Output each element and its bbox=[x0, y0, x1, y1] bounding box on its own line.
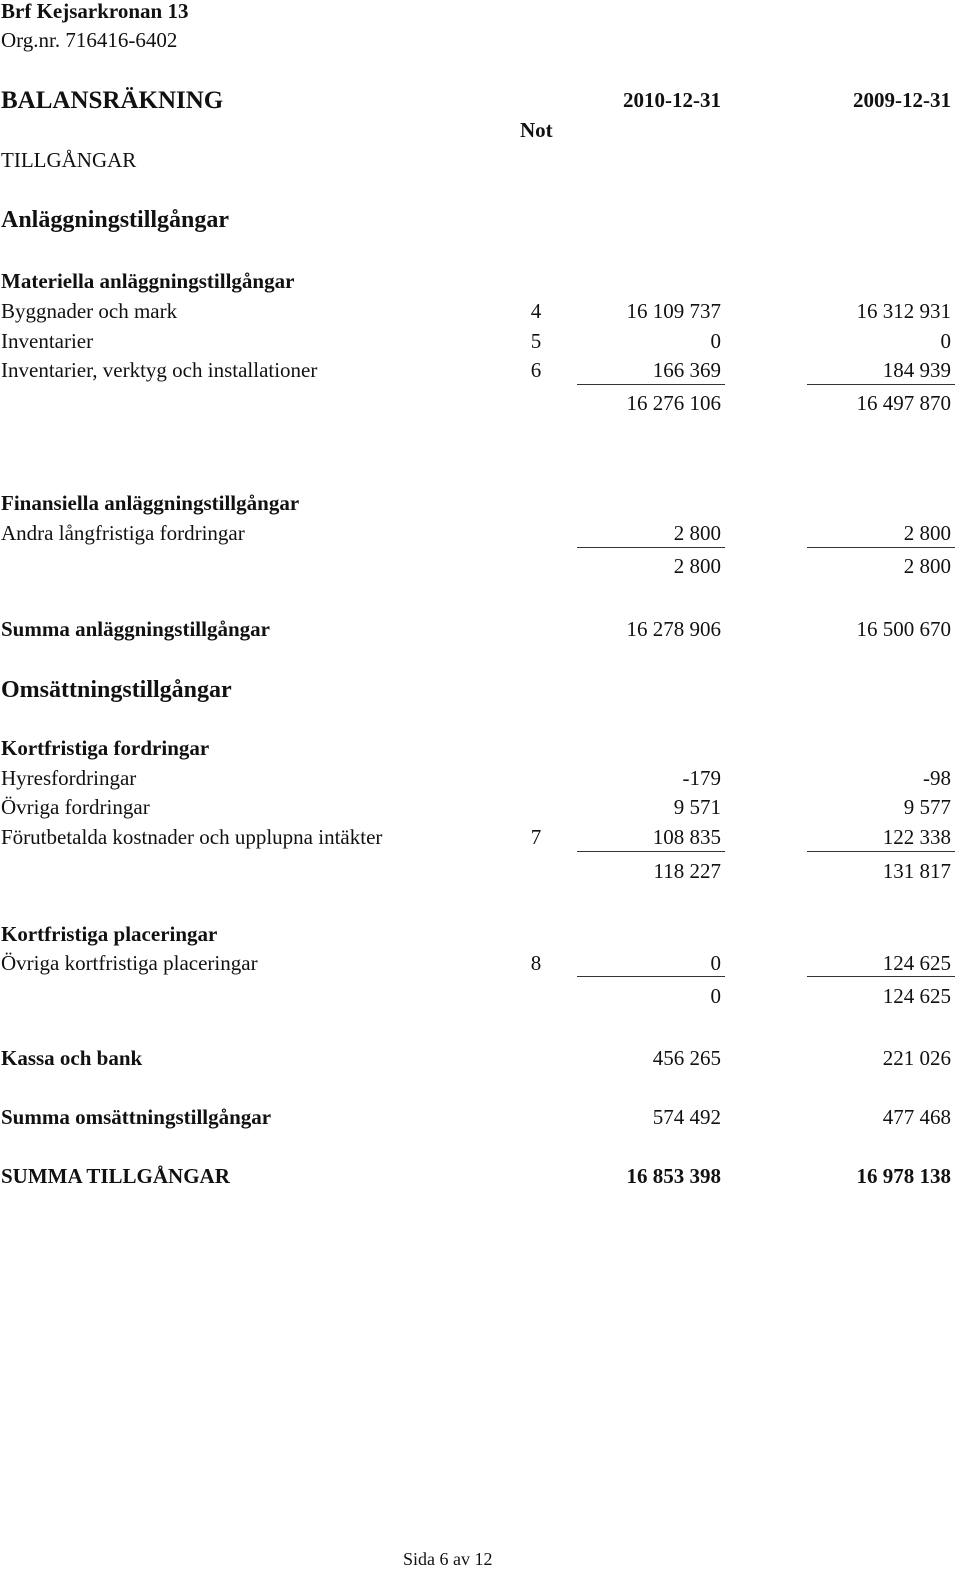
heading-short-term-investments: Kortfristiga placeringar bbox=[1, 922, 218, 946]
cash-and-bank-2010: 456 265 bbox=[652, 1046, 721, 1070]
row-value-2010: -179 bbox=[682, 766, 721, 790]
row-label: Övriga kortfristiga placeringar bbox=[1, 951, 258, 975]
row-value-2010: 16 109 737 bbox=[626, 299, 721, 323]
sum-current-assets-label: Summa omsättningstillgångar bbox=[1, 1105, 272, 1129]
row-value-2010: 166 369 bbox=[652, 358, 721, 382]
subtotal-value-2010: 2 800 bbox=[673, 554, 721, 578]
row-label: Byggnader och mark bbox=[1, 299, 178, 323]
page-number: Sida 6 av 12 bbox=[403, 1549, 493, 1569]
cash-and-bank-2009: 221 026 bbox=[882, 1046, 951, 1070]
row-note: 7 bbox=[530, 825, 542, 849]
subtotal-rule bbox=[577, 976, 725, 977]
subtotal-value-2009: 2 800 bbox=[903, 554, 951, 578]
heading-short-term-receivables: Kortfristiga fordringar bbox=[1, 736, 210, 760]
subtotal-rule bbox=[807, 384, 955, 385]
section-heading-assets: TILLGÅNGAR bbox=[1, 148, 137, 172]
row-value-2009: 2 800 bbox=[903, 521, 951, 545]
subtotal-rule bbox=[807, 547, 955, 548]
sum-fixed-assets-label: Summa anläggningstillgångar bbox=[1, 617, 270, 641]
sum-current-assets-2009: 477 468 bbox=[882, 1105, 951, 1129]
page-title: BALANSRÄKNING bbox=[1, 87, 224, 114]
row-label: Förutbetalda kostnader och upplupna intäkter bbox=[1, 825, 383, 849]
row-value-2009: 184 939 bbox=[882, 358, 951, 382]
row-note: 4 bbox=[530, 299, 542, 323]
heading-fixed-assets: Anläggningstillgångar bbox=[1, 207, 230, 233]
column-header-2010: 2010-12-31 bbox=[623, 88, 721, 112]
row-label: Övriga fordringar bbox=[1, 795, 150, 819]
subtotal-rule bbox=[577, 384, 725, 385]
subtotal-rule bbox=[577, 547, 725, 548]
total-assets-2009: 16 978 138 bbox=[856, 1164, 951, 1188]
column-header-2009: 2009-12-31 bbox=[853, 88, 951, 112]
row-value-2010: 0 bbox=[710, 329, 721, 353]
row-value-2009: -98 bbox=[923, 766, 951, 790]
heading-tangible-assets: Materiella anläggningstillgångar bbox=[1, 269, 295, 293]
row-value-2010: 2 800 bbox=[673, 521, 721, 545]
subtotal-rule bbox=[577, 851, 725, 852]
subtotal-value-2010: 16 276 106 bbox=[626, 391, 721, 415]
total-assets-label: SUMMA TILLGÅNGAR bbox=[1, 1164, 230, 1188]
row-label: Inventarier bbox=[1, 329, 94, 353]
heading-current-assets: Omsättningstillgångar bbox=[1, 677, 232, 703]
subtotal-rule bbox=[807, 851, 955, 852]
row-value-2009: 124 625 bbox=[882, 951, 951, 975]
sum-fixed-assets-2009: 16 500 670 bbox=[856, 617, 951, 641]
row-value-2009: 0 bbox=[940, 329, 951, 353]
cash-and-bank-label: Kassa och bank bbox=[1, 1046, 143, 1070]
org-number: Org.nr. 716416-6402 bbox=[1, 28, 178, 52]
subtotal-value-2009: 131 817 bbox=[882, 859, 951, 883]
column-header-note: Not bbox=[520, 118, 553, 142]
subtotal-value-2009: 124 625 bbox=[882, 984, 951, 1008]
row-label: Andra långfristiga fordringar bbox=[1, 521, 245, 545]
heading-financial-assets: Finansiella anläggningstillgångar bbox=[1, 491, 300, 515]
row-note: 6 bbox=[530, 358, 542, 382]
sum-current-assets-2010: 574 492 bbox=[652, 1105, 721, 1129]
subtotal-value-2010: 0 bbox=[710, 984, 721, 1008]
row-note: 5 bbox=[530, 329, 542, 353]
row-note: 8 bbox=[530, 951, 542, 975]
row-value-2010: 108 835 bbox=[652, 825, 721, 849]
row-label: Inventarier, verktyg och installationer bbox=[1, 358, 318, 382]
row-value-2010: 9 571 bbox=[673, 795, 721, 819]
subtotal-value-2009: 16 497 870 bbox=[856, 391, 951, 415]
row-value-2009: 16 312 931 bbox=[856, 299, 951, 323]
row-value-2010: 0 bbox=[710, 951, 721, 975]
company-name: Brf Kejsarkronan 13 bbox=[1, 0, 189, 23]
subtotal-value-2010: 118 227 bbox=[653, 859, 721, 883]
subtotal-rule bbox=[807, 976, 955, 977]
row-value-2009: 122 338 bbox=[882, 825, 951, 849]
total-assets-2010: 16 853 398 bbox=[626, 1164, 721, 1188]
row-label: Hyresfordringar bbox=[1, 766, 137, 790]
sum-fixed-assets-2010: 16 278 906 bbox=[626, 617, 721, 641]
row-value-2009: 9 577 bbox=[903, 795, 951, 819]
